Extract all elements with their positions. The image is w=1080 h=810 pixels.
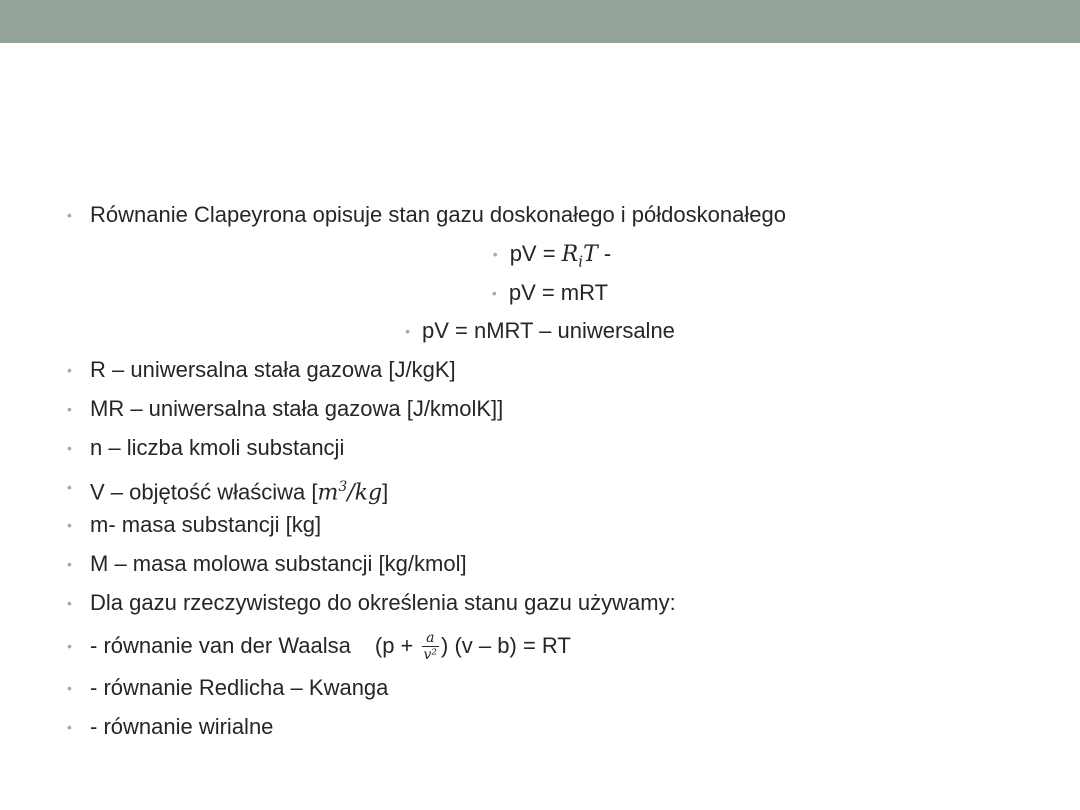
equation-item bbox=[0, 312, 1080, 351]
item-text: Dla gazu rzeczywistego do określenia stanu gazu używamy: bbox=[90, 589, 676, 615]
bullet-icon: • bbox=[67, 594, 72, 611]
top-header-bar bbox=[0, 0, 1080, 43]
bullet-item bbox=[0, 708, 1080, 747]
bullet-item bbox=[0, 506, 1080, 545]
bullet-icon: • bbox=[405, 323, 410, 340]
item-text: M – masa molowa substancji [kg/kmol] bbox=[90, 551, 467, 577]
equation-item bbox=[0, 274, 1080, 313]
bullet-icon: • bbox=[67, 362, 72, 379]
item-text: - równanie wirialne bbox=[90, 713, 274, 739]
item-text: V – objętość właściwa [ bbox=[90, 478, 318, 504]
unit-math: /kg bbox=[347, 479, 383, 505]
equation-item bbox=[0, 235, 1080, 274]
bullet-item bbox=[0, 468, 1080, 507]
bullet-item bbox=[0, 584, 1080, 623]
equation-close: ) (v – b) = RT bbox=[441, 632, 571, 658]
unit-math: m bbox=[317, 479, 339, 505]
item-text: Równanie Clapeyrona opisuje stan gazu doskonałego i półdoskonałego bbox=[90, 202, 786, 227]
equation-math: R bbox=[561, 241, 579, 267]
bullet-icon: • bbox=[492, 245, 498, 262]
equation-suffix: - bbox=[597, 240, 612, 266]
bullet-icon: • bbox=[67, 478, 72, 495]
bullet-icon: • bbox=[67, 517, 72, 534]
bullet-item bbox=[0, 545, 1080, 584]
bullet-icon: • bbox=[67, 207, 72, 223]
bullet-item bbox=[0, 196, 1080, 235]
bullet-icon: • bbox=[67, 556, 72, 573]
item-text: - równanie Redlicha – Kwanga bbox=[90, 674, 389, 700]
item-text: m- masa substancji [kg] bbox=[90, 512, 322, 538]
equation-prefix: pV = bbox=[509, 240, 562, 266]
bullet-icon: • bbox=[491, 284, 497, 301]
fraction-denominator: v² bbox=[423, 647, 438, 664]
fraction-numerator: a bbox=[422, 630, 440, 647]
item-text: pV = nMRT – uniwersalne bbox=[421, 318, 675, 344]
bullet-item bbox=[0, 669, 1080, 708]
bullet-icon: • bbox=[67, 400, 72, 417]
fraction bbox=[422, 630, 440, 663]
bullet-icon: • bbox=[67, 439, 72, 456]
equation-subscript: i bbox=[578, 252, 584, 271]
equation-open: (p + bbox=[374, 632, 420, 658]
item-text: pV = mRT bbox=[508, 279, 609, 305]
item-text: MR – uniwersalna stała gazowa [J/kmolK]] bbox=[90, 395, 504, 421]
item-text: n – liczba kmoli substancji bbox=[90, 434, 345, 460]
item-text-suffix: ] bbox=[382, 478, 389, 504]
item-text: - równanie van der Waalsa bbox=[90, 632, 351, 658]
equation-math: T bbox=[583, 241, 598, 267]
slide-body bbox=[0, 196, 1080, 746]
bullet-item bbox=[0, 390, 1080, 429]
item-text: R – uniwersalna stała gazowa [J/kgK] bbox=[90, 357, 456, 383]
bullet-item bbox=[0, 623, 1080, 669]
bullet-icon: • bbox=[67, 718, 72, 735]
bullet-icon: • bbox=[67, 679, 72, 696]
bullet-item bbox=[0, 351, 1080, 390]
bullet-item bbox=[0, 429, 1080, 468]
bullet-icon: • bbox=[67, 637, 72, 654]
unit-superscript: 3 bbox=[338, 478, 348, 495]
